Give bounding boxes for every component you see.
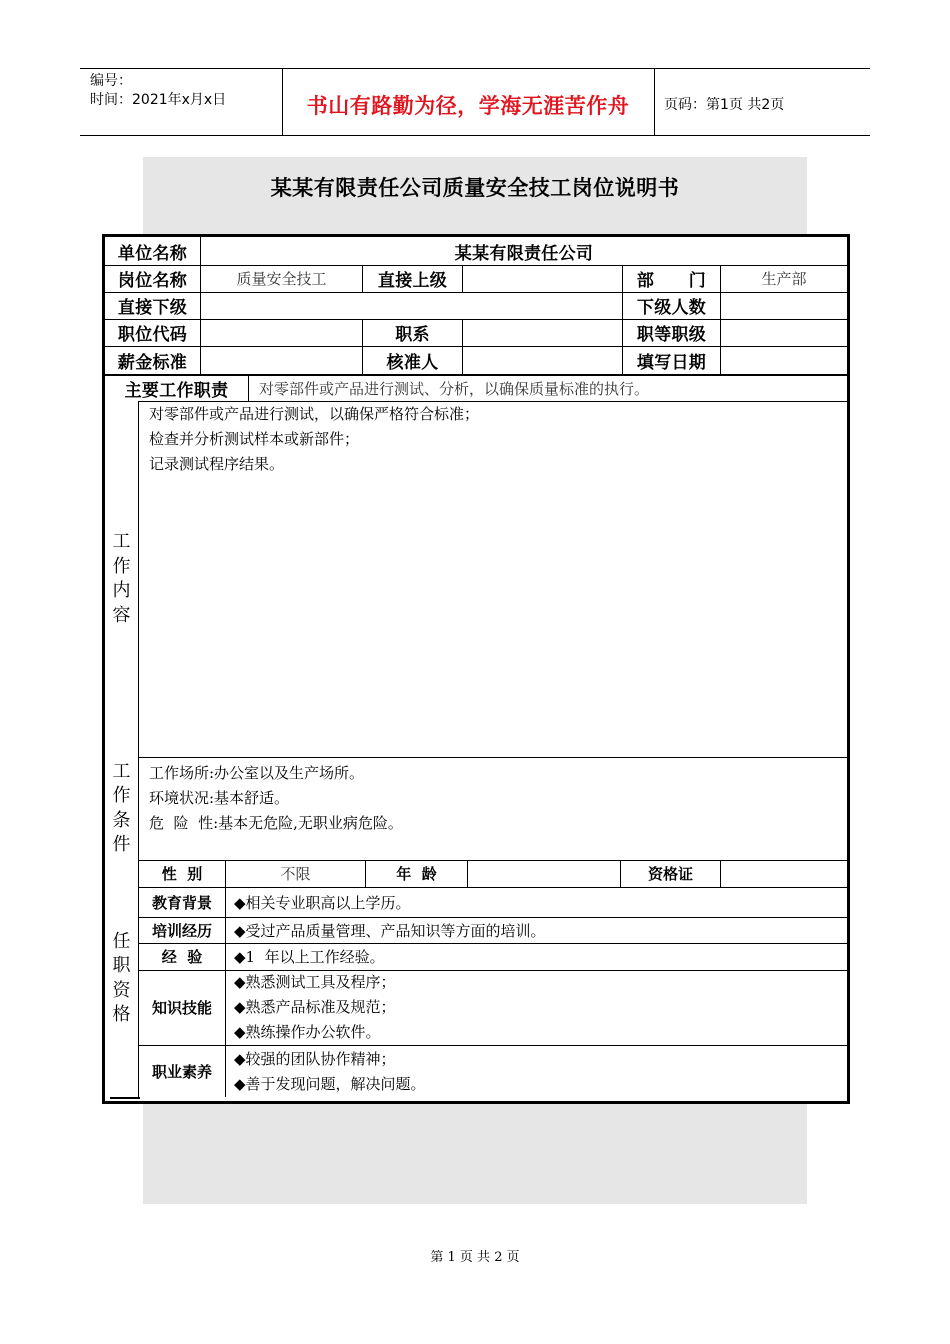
work-content-label: 工作内容 (112, 531, 131, 626)
qualification-label-cell (105, 860, 138, 1097)
approver-label: 核准人 (386, 352, 439, 373)
work-condition-label-cell (105, 757, 138, 860)
experience-value: ◆1 年以上工作经验。 (234, 948, 385, 966)
unit-name-label: 单位名称 (117, 243, 188, 264)
header-page-code: 页码：第1页 共2页 (664, 97, 785, 113)
page-footer: 第 1 页 共 2 页 (430, 1250, 520, 1265)
header-info (90, 72, 226, 110)
job-family-label: 职系 (395, 325, 430, 345)
work-content-line: 记录测试程序结果。 (149, 455, 285, 473)
work-condition-line: 环境状况:基本舒适。 (149, 789, 290, 807)
skills-line: ◆熟悉测试工具及程序； (234, 973, 396, 991)
post-code-label: 职位代码 (117, 325, 188, 345)
work-condition-label: 工作条件 (112, 760, 131, 855)
post-name-value: 质量安全技工 (236, 270, 327, 288)
direct-superior-label: 直接上级 (377, 271, 448, 291)
skills-label: 知识技能 (151, 999, 212, 1017)
department-label: 部 门 (636, 271, 707, 291)
professional-quality-text (234, 1047, 426, 1097)
row-line (110, 1097, 140, 1099)
direct-subordinate-label: 直接下级 (117, 298, 188, 318)
skills-line: ◆熟练操作办公软件。 (234, 1023, 381, 1041)
main-duty-label: 主要工作职责 (124, 381, 229, 401)
header-divider (654, 68, 655, 135)
qualification-label: 任职资格 (112, 930, 131, 1025)
direct-subordinate-value (201, 292, 622, 319)
professional-quality-line: ◆善于发现问题，解决问题。 (234, 1075, 426, 1093)
row-line (105, 346, 847, 347)
work-condition-text (149, 761, 403, 836)
certificate-value (721, 860, 847, 887)
document-number: 编号： (90, 73, 132, 89)
post-name-label: 岗位名称 (117, 271, 188, 291)
subordinate-count-label: 下级人数 (636, 298, 707, 318)
work-condition-line: 工作场所:办公室以及生产场所。 (149, 764, 365, 782)
experience-label: 经 验 (161, 948, 203, 966)
education-label: 教育背景 (151, 893, 212, 912)
gender-label: 性 别 (161, 865, 203, 883)
header-bottom-line (80, 135, 870, 136)
unit-name-value: 某某有限责任公司 (454, 243, 594, 264)
work-content-label-cell (105, 401, 138, 757)
work-content-line: 检查并分析测试样本或新部件； (149, 430, 360, 448)
document-time: 时间：2021年x月x日 (90, 92, 227, 108)
row-line (105, 319, 847, 320)
education-value: ◆相关专业职高以上学历。 (234, 893, 411, 912)
main-duty-value: 对零部件或产品进行测试、分析，以确保质量标准的执行。 (259, 380, 650, 398)
age-value (468, 860, 620, 887)
gender-value: 不限 (280, 865, 311, 883)
certificate-label: 资格证 (647, 865, 693, 883)
age-label: 年 龄 (396, 865, 437, 883)
training-label: 培训经历 (151, 921, 212, 940)
row-line (138, 757, 847, 758)
salary-label: 薪金标准 (117, 352, 188, 373)
row-line (138, 1045, 847, 1046)
skills-line: ◆熟悉产品标准及规范； (234, 998, 396, 1016)
skills-text (234, 970, 396, 1045)
document-title: 某某有限责任公司质量安全技工岗位说明书 (270, 175, 680, 200)
fill-date-label: 填写日期 (636, 352, 707, 373)
direct-superior-value (463, 265, 622, 292)
header-motto: 书山有路勤为径，学海无涯苦作舟 (306, 93, 630, 118)
col-line (462, 319, 463, 374)
work-condition-line: 危 险 性:基本无危险,无职业病危险。 (149, 814, 403, 832)
professional-quality-label: 职业素养 (151, 1062, 212, 1081)
work-content-text (149, 402, 479, 477)
work-content-line: 对零部件或产品进行测试，以确保严格符合标准； (149, 405, 480, 423)
header-top-line (80, 68, 870, 69)
job-description-form (102, 234, 850, 1104)
grade-label: 职等职级 (636, 325, 707, 345)
training-value: ◆受过产品质量管理、产品知识等方面的培训。 (234, 921, 546, 940)
professional-quality-line: ◆较强的团队协作精神； (234, 1050, 396, 1068)
department-value: 生产部 (761, 270, 807, 288)
